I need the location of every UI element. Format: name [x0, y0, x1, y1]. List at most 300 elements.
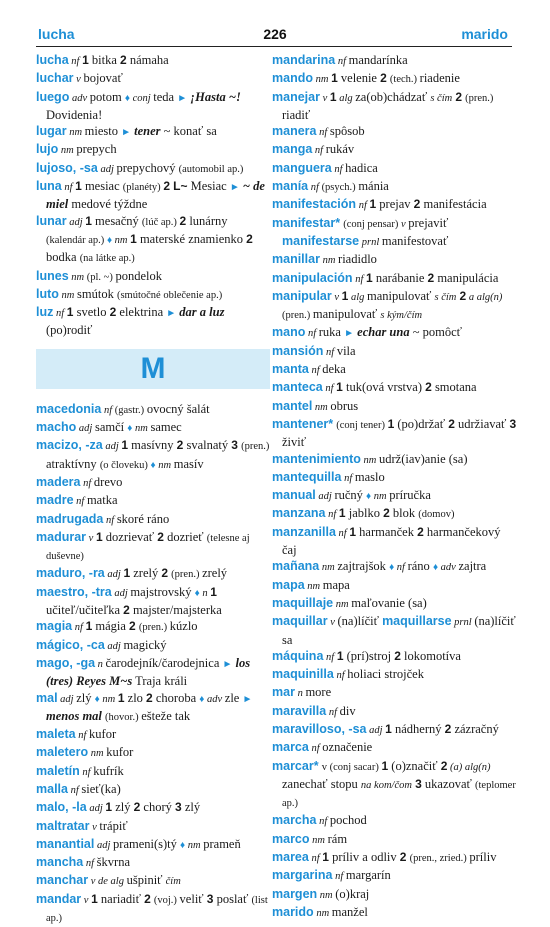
grammar-label: nf [67, 784, 82, 796]
headword: maletín [36, 763, 80, 778]
usage-note: (pren.) [171, 569, 203, 581]
translation: div [339, 703, 356, 718]
translation: riadidlo [338, 252, 377, 267]
grammar-label: n [294, 688, 306, 700]
grammar-label: adj [104, 640, 124, 652]
dictionary-entry [272, 558, 518, 576]
symbol: ♦ [180, 839, 186, 851]
symbol: ► [242, 693, 253, 705]
grammar-label: nf [103, 514, 117, 526]
dictionary-entry [36, 304, 270, 339]
translation: označenie [322, 740, 373, 755]
dictionary-entry [272, 288, 518, 325]
grammar-label: adj [104, 569, 124, 581]
translation: majster/majsterka [129, 603, 222, 618]
grammar-label: nf [308, 365, 323, 377]
sense-number: 2 [176, 438, 184, 453]
grammar-label: nm [58, 289, 78, 301]
dictionary-entry [272, 595, 518, 613]
translation: mesiac [81, 179, 123, 194]
translation: ~ pomôcť [409, 325, 462, 340]
translation: (po)držať [394, 416, 449, 431]
headword: mantequilla [272, 469, 342, 484]
dictionary-entry [272, 812, 518, 830]
grammar-label: na kom/čom [360, 779, 412, 791]
dictionary-entry [272, 89, 518, 124]
grammar-label: nm [313, 907, 332, 919]
sense-number: 1 [82, 53, 89, 67]
page-number: 226 [263, 26, 287, 42]
phrase: menos mal [46, 708, 102, 723]
grammar-label: nm [312, 401, 331, 413]
translation: blok [389, 506, 419, 521]
usage-note: (tech.) [389, 74, 420, 86]
dictionary-entry [36, 286, 270, 304]
headword: maravilla [272, 703, 327, 718]
grammar-label: s kým/čím [380, 310, 423, 322]
headword: maquillaje [272, 595, 334, 610]
headword: manga [272, 142, 313, 157]
headword: maquillarse [382, 614, 452, 629]
dictionary-entry [36, 178, 270, 213]
headword: máquina [272, 648, 324, 663]
translation: manžel [331, 904, 368, 919]
grammar-label: adj [94, 839, 114, 851]
headword: luchar [36, 71, 74, 86]
usage-note: (smútočné oblečenie ap.) [116, 289, 223, 301]
dictionary-entry [272, 270, 518, 288]
sense-number: 2 [399, 850, 407, 865]
dictionary-entry [272, 196, 518, 214]
translation: prejaviť [408, 215, 449, 230]
dictionary-entry [36, 891, 270, 927]
dictionary-entry [36, 160, 270, 178]
sense-number: 2 [109, 305, 117, 320]
headword: manantial [36, 836, 95, 851]
phrase: dar a luz [176, 305, 225, 320]
grammar-label: nf [316, 816, 330, 828]
translation: zle [224, 690, 243, 705]
headword: manifestación [272, 197, 357, 212]
usage-note: (pren.) [138, 622, 170, 634]
symbol: ♦ [199, 693, 205, 705]
dictionary-entry [36, 52, 270, 70]
usage-note: (psych.) [321, 182, 359, 194]
sense-number: 1 [117, 690, 125, 705]
sense-number: 1 [387, 416, 395, 431]
grammar-label: nf [316, 127, 330, 139]
sense-number: 3 [231, 438, 238, 453]
grammar-label: a alg(n) [466, 291, 503, 303]
dictionary-entry [272, 451, 518, 469]
sense-number: 2 [246, 231, 253, 246]
translation: (prí)stroj [343, 648, 395, 663]
headword: mal [36, 690, 58, 705]
page-header [0, 0, 550, 52]
sense-number: 3 [175, 800, 182, 815]
dictionary-entry [272, 398, 518, 416]
headword: manillar [272, 252, 320, 267]
sense-number: 1 [385, 721, 392, 736]
usage-note: (hovor.) [105, 711, 142, 723]
grammar-label: nf [332, 871, 346, 883]
dictionary-entry [272, 505, 518, 523]
grammar-label: nf [79, 766, 94, 778]
translation: manipulovať [312, 307, 381, 322]
translation: mandarínka [348, 53, 408, 67]
grammar-label: nm [112, 234, 131, 246]
dictionary-entry [272, 141, 518, 159]
translation: manipulácia [434, 270, 499, 285]
sense-number: 1 [85, 213, 92, 228]
headword: mandar [36, 891, 82, 906]
headword: mantener* [272, 416, 334, 431]
dictionary-entry [272, 739, 518, 757]
translation: vila [336, 343, 356, 358]
dictionary-entry [272, 904, 518, 922]
dictionary-entry [36, 141, 270, 159]
dictionary-entry [272, 577, 518, 595]
sense-number: 2 [179, 213, 187, 228]
usage-note: (na látke ap.) [79, 253, 135, 265]
sense-number: 2 [455, 89, 463, 104]
sense-number: 2 [123, 603, 130, 618]
grammar-label: nm [317, 889, 336, 901]
translation: (na)líčiť [337, 614, 383, 629]
grammar-label: adj [57, 693, 77, 705]
headword: margarina [272, 868, 333, 883]
sense-number: 1 [91, 891, 98, 906]
translation: holiaci strojček [347, 667, 424, 682]
grammar-label: v [86, 532, 96, 544]
dictionary-entry [36, 474, 270, 492]
translation: živiť [282, 435, 307, 450]
headword: marea [272, 850, 309, 865]
headword: manía [272, 179, 309, 194]
headword: maestro, -tra [36, 584, 112, 599]
usage-note: (conj pensar) [343, 218, 401, 230]
grammar-label: nm [155, 459, 174, 471]
dictionary-entry [272, 70, 518, 88]
translation: trápiť [99, 818, 128, 833]
usage-note: (pren.) [241, 441, 270, 453]
grammar-label: nm [319, 562, 338, 574]
grammar-label: nf [333, 670, 348, 682]
usage-note: (pren., zried.) [409, 853, 470, 865]
translation: matka [86, 493, 118, 508]
translation: narábanie [372, 270, 428, 285]
headword: lujo [36, 142, 59, 157]
symbol: ► [177, 92, 188, 104]
dictionary-entry [36, 584, 270, 619]
headword: mantel [272, 398, 313, 413]
translation: zanechať stopu [282, 776, 361, 791]
sense-number: 3 [509, 416, 517, 431]
grammar-label: adj [111, 587, 131, 599]
translation: bojovať [83, 71, 123, 86]
grammar-label: nf [323, 651, 337, 663]
dictionary-entry [36, 763, 270, 781]
dictionary-entry [272, 524, 518, 559]
symbol: ► [121, 127, 132, 139]
sense-number: 1 [95, 529, 103, 544]
dictionary-entry [36, 872, 270, 890]
grammar-label: v [89, 821, 100, 833]
grammar-label: v [73, 74, 84, 86]
translation: Mesiac [187, 179, 230, 194]
translation: svetlo [73, 305, 110, 320]
dictionary-entry [272, 703, 518, 721]
grammar-label: nf [335, 56, 349, 67]
usage-note: v (conj sacar) [321, 761, 382, 773]
symbol: ♦ [106, 234, 113, 246]
sense-number: 1 [75, 179, 82, 194]
translation: margarín [345, 868, 391, 883]
translation: dozrieť [163, 529, 207, 544]
translation: svalnatý [183, 438, 232, 453]
dictionary-entry [272, 831, 518, 849]
translation: ~ konať sa [160, 124, 217, 139]
translation: majstrovský [130, 584, 195, 599]
grammar-label: nm [319, 255, 339, 267]
translation: zajtra [458, 559, 487, 574]
headword: malla [36, 781, 68, 796]
sense-number: 1 [121, 438, 129, 453]
grammar-label: nf [322, 383, 337, 395]
headword: madurar [36, 529, 87, 544]
translation: príliv a odliv [328, 850, 400, 865]
sense-number: 2 [133, 800, 141, 815]
grammar-label: nm [68, 271, 87, 283]
translation: dozrievať [102, 529, 158, 544]
sense-number: 1 [381, 758, 389, 773]
headword: marido [272, 904, 314, 919]
headword: maquinilla [272, 667, 334, 682]
dictionary-entry [36, 419, 270, 437]
headword: lujoso, -sa [36, 160, 98, 175]
translation: pondelok [115, 268, 162, 283]
headword: maquillar [272, 614, 328, 629]
translation: jablko [345, 506, 384, 521]
headword: lunes [36, 268, 69, 283]
translation: zajtrajšok [337, 559, 390, 574]
translation: nádherný [391, 721, 445, 736]
sense-number: 1 [336, 648, 344, 663]
headword: malo, -la [36, 800, 87, 815]
sense-number: 2 [440, 758, 448, 773]
dictionary-entry [272, 379, 518, 397]
dictionary-entry [272, 487, 518, 505]
grammar-label: v [319, 92, 330, 104]
symbol: ♦ [124, 92, 130, 104]
headword: luto [36, 286, 59, 301]
header-rule [36, 46, 512, 47]
grammar-label: nm [371, 491, 390, 503]
grammar-label: v [400, 218, 409, 230]
headword: mando [272, 71, 313, 86]
right-guide-word: marido [461, 26, 508, 42]
dictionary-entry [36, 726, 270, 744]
grammar-label: nf [72, 622, 86, 634]
translation: choroba [152, 690, 200, 705]
translation: kufrík [93, 763, 124, 778]
usage-note: (automobil ap.) [178, 163, 244, 175]
headword: lucha [36, 53, 69, 67]
phrase: ¡Hasta ~! [187, 89, 241, 104]
headword: marca [272, 740, 309, 755]
translation: Traja králi [132, 674, 188, 689]
headword: manzanilla [272, 524, 336, 539]
translation: zázračný [451, 721, 499, 736]
headword: manipulación [272, 270, 353, 285]
phrase: ~ de miel [46, 179, 265, 212]
translation: pochod [329, 813, 367, 828]
grammar-label: adj [366, 724, 386, 736]
sense-number: 2 [444, 721, 452, 736]
headword: mancha [36, 855, 84, 870]
translation: prepych [76, 142, 117, 157]
translation: miesto [84, 124, 122, 139]
translation: bodka [46, 250, 80, 265]
dictionary-entry [272, 886, 518, 904]
usage-note: (kalendár ap.) [46, 234, 107, 246]
translation: bitka [88, 53, 121, 67]
dictionary-entry [36, 437, 270, 474]
translation: kufor [89, 727, 117, 742]
translation: elektrina [116, 305, 167, 320]
grammar-label: nm [99, 693, 118, 705]
section-letter-banner [36, 349, 270, 389]
headword: mansión [272, 343, 324, 358]
headword: madera [36, 474, 81, 489]
left-guide-word: lucha [38, 26, 75, 42]
headword: manera [272, 124, 317, 139]
translation: príručka [389, 488, 431, 503]
translation: (na)líčiť sa [282, 614, 516, 647]
translation: nariadiť [97, 891, 145, 906]
translation: mánia [358, 179, 389, 194]
dictionary-entry [272, 758, 518, 813]
dictionary-entry [272, 160, 518, 178]
dictionary-entry [272, 52, 518, 70]
translation: maľovanie (sa) [351, 595, 427, 610]
sense-number: 2 [425, 380, 432, 395]
translation: samec [150, 420, 182, 435]
grammar-label: adj [315, 491, 335, 503]
translation: (o)kraj [335, 886, 370, 901]
translation: lunárny [186, 213, 228, 228]
sense-number: 1 [210, 584, 217, 599]
dictionary-entry [272, 613, 518, 648]
dictionary-entry [36, 637, 270, 655]
dictionary-entry [36, 854, 270, 872]
dictionary-entry [36, 565, 270, 583]
translation: ušpiniť [126, 873, 166, 888]
translation: ručný [334, 488, 367, 503]
sense-number: 1 [322, 850, 329, 865]
symbol: ► [166, 308, 177, 320]
symbol: ► [222, 658, 233, 670]
grammar-label: alg [348, 291, 368, 303]
translation: (po)rodiť [46, 323, 93, 338]
grammar-label: nm [333, 598, 352, 610]
dictionary-entry [36, 744, 270, 762]
translation: harmančekový čaj [282, 524, 501, 558]
translation: udrž(iav)anie (sa) [379, 451, 468, 466]
dictionary-entry [36, 836, 270, 854]
grammar-label: nf [80, 477, 94, 489]
grammar-label: n [199, 587, 211, 599]
translation: prepychový [116, 160, 179, 175]
translation: rám [327, 831, 348, 846]
headword: magia [36, 619, 73, 634]
translation: harmanček [356, 524, 418, 539]
headword: manguera [272, 160, 332, 175]
sense-number: 2 [146, 690, 153, 705]
grammar-label: nm [360, 454, 379, 466]
usage-note: (planéty) [122, 182, 164, 194]
dictionary-entry [36, 401, 270, 419]
translation: zlý [112, 800, 134, 815]
headword: marcar* [272, 758, 319, 773]
sense-number: 2 [459, 288, 467, 303]
symbol: ♦ [389, 562, 395, 574]
dictionary-entry [272, 666, 518, 684]
translation: atraktívny [46, 456, 100, 471]
grammar-label: nm [185, 839, 204, 851]
translation: ráno [407, 559, 433, 574]
sense-number: 1 [329, 89, 337, 104]
dictionary-entry [36, 781, 270, 799]
usage-note: (teplomer ap.) [282, 779, 516, 810]
headword: mano [272, 325, 306, 340]
dictionary-entry [272, 849, 518, 867]
grammar-label: nf [101, 404, 115, 416]
grammar-label: (a) alg(n) [447, 761, 491, 773]
headword: manteca [272, 380, 323, 395]
grammar-label: s čím [430, 92, 453, 104]
sense-number: 2 [417, 524, 424, 539]
usage-note: (voj.) [153, 894, 180, 906]
headword: mar [272, 685, 295, 700]
translation: riadenie [419, 71, 460, 86]
headword: manual [272, 488, 316, 503]
headword: madrugada [36, 511, 104, 526]
dictionary-entry [36, 268, 270, 286]
headword: manzana [272, 506, 326, 521]
usage-note: (telesne aj duševne) [46, 532, 250, 563]
headword: manifestarse [282, 233, 360, 248]
translation: zlý [76, 690, 95, 705]
translation: lokomotíva [400, 648, 461, 663]
translation: manipulovať [367, 288, 435, 303]
usage-note: (gastr.) [114, 404, 147, 416]
grammar-label: nf [312, 145, 326, 157]
translation: chorý [140, 800, 176, 815]
grammar-label: adv [438, 562, 459, 574]
grammar-label: v [81, 894, 92, 906]
grammar-label: v [331, 291, 342, 303]
headword: mágico, -ca [36, 637, 105, 652]
sense-number: 3 [206, 891, 214, 906]
headword: maltratar [36, 818, 90, 833]
translation: ešteže tak [141, 708, 191, 723]
dictionary-entry [272, 416, 518, 451]
sense-number: 2 [144, 891, 151, 906]
translation: manifestácia [420, 197, 487, 212]
grammar-label: nm [312, 74, 332, 86]
symbol: ♦ [127, 423, 133, 435]
